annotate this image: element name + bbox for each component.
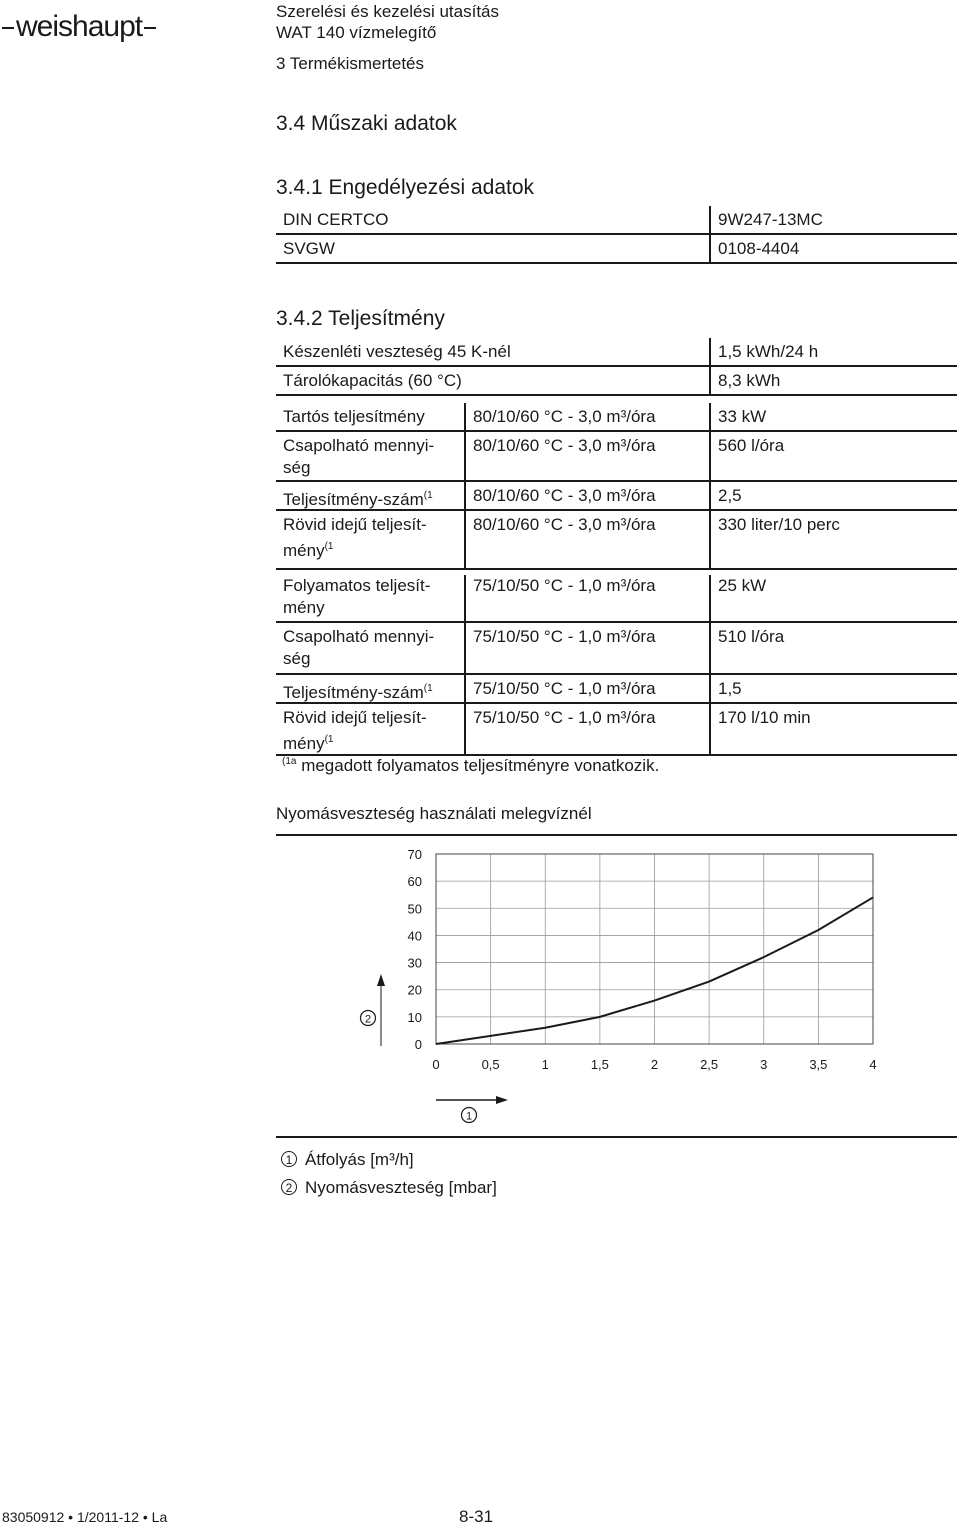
y-tick-label: 50 bbox=[407, 901, 422, 917]
approval-value: 0108-4404 bbox=[718, 239, 800, 258]
row-label: Csapolható mennyi- bbox=[283, 436, 435, 455]
row-value: 8,3 kWh bbox=[718, 371, 781, 390]
brand-logo: weishaupt bbox=[0, 10, 158, 44]
row-condition: 80/10/60 °C - 3,0 m³/óra bbox=[473, 515, 656, 534]
row-value: 170 l/10 min bbox=[718, 708, 811, 727]
table-row bbox=[276, 206, 957, 235]
y-tick-label: 70 bbox=[407, 847, 422, 862]
y-tick-label: 40 bbox=[407, 928, 422, 944]
row-label: Tartós teljesítmény bbox=[283, 407, 425, 426]
table-row bbox=[276, 367, 957, 396]
chapter-title: 3 Termékismertetés bbox=[276, 54, 425, 73]
table-row bbox=[276, 338, 957, 367]
performance-title: 3.4.2 Teljesítmény bbox=[276, 307, 445, 330]
row-value: 330 liter/10 perc bbox=[718, 515, 840, 534]
row-condition: 75/10/50 °C - 1,0 m³/óra bbox=[473, 708, 656, 727]
table-row bbox=[276, 511, 957, 570]
page-number: 8-31 bbox=[459, 1507, 494, 1526]
row-label: Teljesítmény-szám$^{(1}$ bbox=[283, 683, 433, 702]
approval-label: DIN CERTCO bbox=[283, 210, 389, 229]
chart-title: Nyomásveszteség használati melegvíznél bbox=[276, 804, 592, 823]
x-tick-label: 2 bbox=[650, 1057, 659, 1072]
row-value: 33 kW bbox=[718, 407, 767, 426]
approval-title: 3.4.1 Engedélyezési adatok bbox=[276, 176, 535, 199]
legend-text: Nyomásveszteség [mbar] bbox=[305, 1178, 497, 1197]
row-label: Rövid idejű teljesít- bbox=[283, 515, 427, 534]
x-tick-label: 1,5 bbox=[590, 1057, 609, 1072]
row-label: Folyamatos teljesít- bbox=[283, 576, 431, 595]
doc-code: 83050912 • 1/2011-12 • La bbox=[2, 1509, 168, 1525]
x-tick-label: 4 bbox=[869, 1057, 877, 1072]
marker-1-icon: 1 bbox=[281, 1151, 297, 1167]
legend-item bbox=[281, 1178, 497, 1198]
row-label: Rövid idejű teljesít- bbox=[283, 708, 427, 727]
row-condition: 75/10/50 °C - 1,0 m³/óra bbox=[473, 627, 656, 646]
row-condition: 75/10/50 °C - 1,0 m³/óra bbox=[473, 576, 656, 595]
table-row bbox=[276, 403, 957, 432]
chart-box bbox=[276, 834, 957, 1138]
y-tick-label: 0 bbox=[414, 1037, 422, 1052]
x-tick-label: 1 bbox=[541, 1057, 549, 1072]
approval-table bbox=[276, 206, 957, 264]
row-condition: 75/10/50 °C - 1,0 m³/óra bbox=[473, 679, 656, 698]
row-value: 1,5 bbox=[718, 679, 742, 698]
legend-text: Átfolyás [m³/h] bbox=[305, 1150, 414, 1169]
x-arrow-head-icon bbox=[496, 1096, 508, 1104]
section-title: 3.4 Műszaki adatok bbox=[276, 112, 457, 135]
row-value: 1,5 kWh/24 h bbox=[718, 342, 819, 361]
approval-value: 9W247-13MC bbox=[718, 210, 823, 229]
table-row bbox=[276, 432, 957, 482]
row-condition: 80/10/60 °C - 3,0 m³/óra bbox=[473, 407, 656, 426]
x-tick-label: 3 bbox=[760, 1057, 768, 1072]
row-value: 560 l/óra bbox=[718, 436, 785, 455]
table-row bbox=[276, 235, 957, 264]
approval-label: SVGW bbox=[283, 239, 335, 258]
table-row bbox=[276, 704, 957, 756]
x-tick-label: 0 bbox=[432, 1057, 440, 1072]
marker-2-icon: 2 bbox=[281, 1179, 297, 1195]
row-label-cont: mény bbox=[283, 598, 325, 617]
row-value: 510 l/óra bbox=[718, 627, 785, 646]
row-label: Teljesítmény-szám$^{(1}$ bbox=[283, 490, 433, 509]
y-tick-label: 20 bbox=[407, 982, 422, 998]
y-tick-label: 60 bbox=[407, 874, 422, 890]
table-row bbox=[276, 675, 957, 704]
row-condition: 80/10/60 °C - 3,0 m³/óra bbox=[473, 486, 656, 505]
x-marker-label: 1 bbox=[465, 1110, 473, 1123]
row-label-cont: mény$^{(1}$ bbox=[283, 734, 334, 753]
y-arrow-head-icon bbox=[377, 974, 385, 986]
row-label: Készenléti veszteség 45 K-nél bbox=[283, 342, 511, 361]
y-marker-label: 2 bbox=[364, 1013, 372, 1026]
row-label-cont: mény$^{(1}$ bbox=[283, 541, 334, 560]
doc-title: Szerelési és kezelési utasítás bbox=[276, 2, 499, 21]
standby-table bbox=[276, 338, 957, 396]
row-condition: 80/10/60 °C - 3,0 m³/óra bbox=[473, 436, 656, 455]
performance-table-1 bbox=[276, 403, 957, 570]
doc-subtitle: WAT 140 vízmelegítő bbox=[276, 23, 437, 42]
row-value: 25 kW bbox=[718, 576, 767, 595]
row-label: Csapolható mennyi- bbox=[283, 627, 435, 646]
footnote: $^{(1a}$ megadott folyamatos teljesítményre vonatkozik. bbox=[282, 756, 660, 775]
x-tick-label: 3,5 bbox=[809, 1057, 828, 1072]
performance-table-2 bbox=[276, 575, 957, 756]
row-value: 2,5 bbox=[718, 486, 742, 505]
table-row bbox=[276, 482, 957, 511]
row-label-cont: ség bbox=[283, 649, 311, 668]
x-tick-label: 2,5 bbox=[700, 1057, 719, 1072]
row-label-cont: ség bbox=[283, 458, 311, 477]
table-row bbox=[276, 575, 957, 623]
row-label: Tárolókapacitás (60 °C) bbox=[283, 371, 462, 390]
y-tick-label: 30 bbox=[407, 955, 422, 971]
table-row bbox=[276, 623, 957, 675]
legend-item bbox=[281, 1150, 414, 1170]
x-tick-label: 0,5 bbox=[481, 1057, 500, 1072]
y-tick-label: 10 bbox=[407, 1009, 422, 1025]
pressure-loss-chart bbox=[276, 836, 957, 1136]
